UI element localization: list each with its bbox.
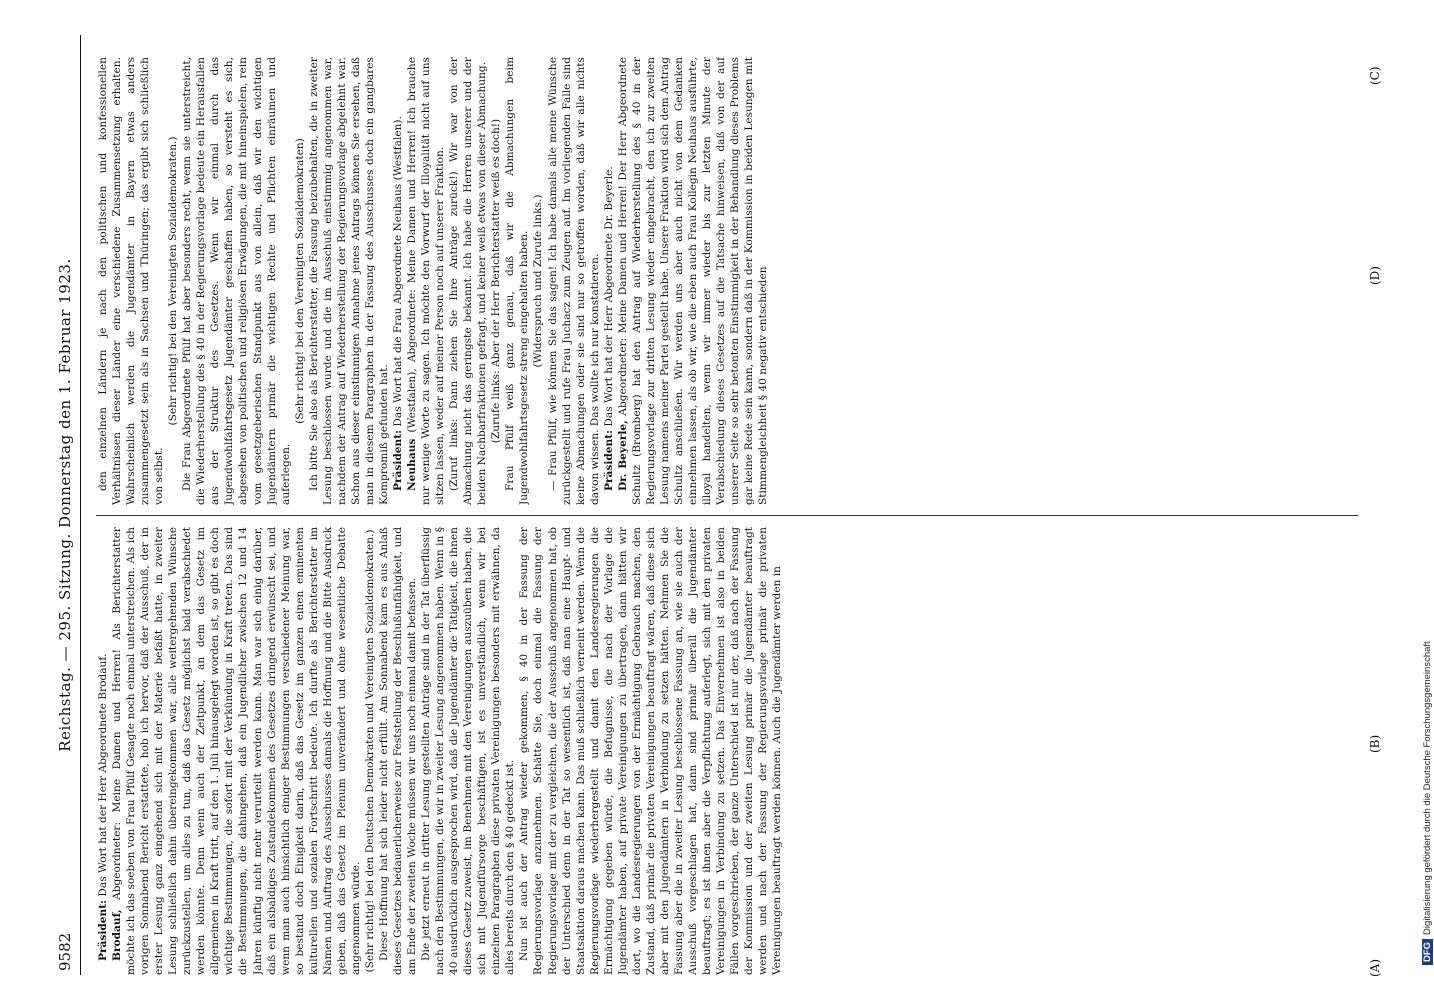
- margin-mark-c: (C): [1368, 66, 1382, 85]
- right-column: [96, 57, 1361, 505]
- paragraph-text: — Frau Pfülf, wie können Sie das sagen! Ich habe damals alle meine Wünsche zurückgestellt und rufe Frau Juchacz zum Zeugen auf. Im vorliegenden Falle sind keine Abmachungen oder sie sind nur so getroffen worden, daß wir alle nichts davon wissen. Das wollte ich nur konstatieren.: [546, 57, 601, 505]
- paragraph: [391, 57, 405, 505]
- speaker-label: Präsident:: [97, 899, 109, 961]
- speaker-label: Brodauf,: [111, 909, 124, 961]
- paragraph-text: den einzelnen Ländern je nach den politischen und konfessionellen Verhältnissen dieser Länder eine verschiedene Zusammensetzung erhalten. Wahrscheinlich werden die Jugendämter in Bayern etwas anders zusammengesetzt sein als in Sachsen und Thüringen; das ergibt sich schließlich von selbst.: [97, 57, 166, 505]
- paragraph-text: Diese Hoffnung hat sich leider nicht erfüllt. Am Sonnabend kam es aus Anlaß dieses Gesetzes bedauerlicherweise zur Feststellung der Beschlußunfähigkeit, und am Ende der zweiten Woche müssen wir uns noch einmal damit befassen.: [377, 527, 419, 975]
- paragraph: [363, 527, 377, 975]
- margin-mark-d: (D): [1368, 266, 1382, 285]
- rotated-page: [50, 35, 1382, 977]
- speaker-label: Präsident:: [602, 429, 615, 491]
- paragraph: [180, 57, 292, 505]
- paragraph-text: Frau Pfülf weiß ganz genau, daß wir die Abmachungen beim Jugendwohlfahrtsgesetz streng eingehalten haben.: [504, 57, 531, 505]
- paragraph-text: Die Frau Abgeordnete Pfülf hat aber besonders recht, wenn sie unterstreicht, die Wiederherstellung des § 40 in der Regierungsvorlage bedeute ein Herausfallen aus der Struktur des Gesetzes. Wenn wir einmal durch das Jugendwohlfahrtsgesetz Jugendämter geschaffen haben, so versteht es sich, abgesehen von politischen und religiösen Erwägungen, die mit hineinspielen, rein vom gesetzgeberischen Standpunkt aus von allein, daß wir den wichtigen Jugendämtern primär die wichtigen Rechte und Pflichten einräumen und auferlegen.: [181, 57, 292, 505]
- paragraph: [293, 57, 307, 505]
- paragraph: [616, 57, 771, 505]
- paragraph: [531, 57, 545, 505]
- paragraph-text: Ich bitte Sie also als Berichterstatter, die Fassung beizubehalten, die in zweiter Lesung beschlossen wurde und die im Ausschuß einstimmig angenommen war, nachdem der Antrag auf Wiederherstellung der Regierungsvorlage abgelehnt war. Schon aus dieser einstimmigen Annahme jenes Antrags können Sie ersehen, daß man in diesem Paragraphen in der Fassung des Ausschusses doch ein gangbares Kompromiß gefunden hat.: [307, 57, 390, 505]
- paragraph-text: Das Wort hat der Herr Abgeordnete Dr. Beyerle.: [602, 166, 615, 427]
- speaker-label: Dr. Beyerle,: [616, 420, 629, 491]
- running-head: [50, 35, 81, 975]
- paragraph: [546, 57, 602, 505]
- paragraph-text: (Westfalen), Abgeordnete: Meine Damen und Herren! Ich brauche nur wenige Worte zu sagen. Ich möchte den Vorwurf der Illoyalität nicht auf uns sitzen lassen, weder auf meiner Person noch auf unserer Fraktion.: [406, 57, 447, 505]
- paragraph-text: Das Wort hat der Herr Abgeordnete Brodauf.: [97, 653, 109, 897]
- paragraph: [96, 57, 166, 505]
- paragraph-text: (Zuruf links: Dann ziehen Sie Ihre Anträge zurück!) Wir war von der Abmachung nicht das geringste bekannt. Ich habe die Herren unserer und der beiden Nachbarfraktionen gefragt, und keiner weiß etwas von dieser Abmachung.: [448, 57, 489, 505]
- paragraph: [377, 527, 419, 975]
- paragraph-text: (Zurufe links: Aber der Herr Berichterstatter weiß es doch!): [490, 118, 503, 444]
- paragraph: [166, 57, 180, 505]
- margin-mark-b: (B): [1368, 734, 1382, 753]
- credit-text: Digitalisierung gefördert durch die Deutsche Forschungsgemeinschaft: [1422, 641, 1433, 935]
- paragraph: [110, 527, 363, 975]
- paragraph-text: (Sehr richtig! bei den Deutschen Demokraten und Vereinigten Sozialdemokraten.): [363, 529, 376, 973]
- paragraph-text: (Sehr richtig! bei den Vereinigten Sozialdemokraten.): [167, 136, 180, 426]
- left-column: [96, 527, 1361, 975]
- speaker-label: Präsident:: [391, 429, 404, 491]
- paragraph: [307, 57, 391, 505]
- paragraph: [602, 57, 616, 505]
- paragraph: [96, 527, 110, 975]
- digitization-credit: [1421, 5, 1434, 965]
- paragraph-text: Die jetzt erneut in dritter Lesung gestellten Anträge sind in der Tat überflüssig nach den Bestimmungen, die wir in zweiter Lesung angenommen haben. Wenn in § 40 ausdrücklich ausgesprochen wird, daß die Jugendämter die Tätigkeit, die ihnen dieses Gesetz zuweist, im Benehmen mit den Vereinigungen auszuüben haben, die sich mit Jugendfürsorge beschäftigen, ist es unverständlich, wenn wir bei einzelnen Paragraphen diese privaten Vereinigungen besonders mit erwähnen, da alles bereits durch den § 40 gedeckt ist.: [420, 527, 517, 975]
- dfg-logo: DFG: [1422, 939, 1433, 965]
- paragraph: [517, 527, 784, 975]
- paragraph: [447, 57, 489, 505]
- paragraph: [503, 57, 531, 505]
- column-divider: [96, 515, 1358, 516]
- page-number: 9582: [56, 932, 74, 971]
- paragraph-text: Abgeordneter: Meine Damen und Herren! Der Herr Abgeordnete Schultz (Bromberg) hat den Antrag auf Wiederherstellung des § 40 in der Regierungsvorlage zur dritten Lesung wieder eingebracht, den ich zur zweiten Lesung namens meiner Partei gestellt habe. Unsere Fraktion wird sich dem Antrag Schultz anschließen. Wir werden uns aber auch nicht von dem Gedanken einnehmen lassen, als ob wir, wie die eben auch Frau Kollegin Neuhaus ausführte, illoyal handelten, wenn wir immer wieder bis zur letzten Minute der Verabschiedung dieses Gesetzes auf die Tatsache hinweisen, daß von der auf unserer Seite so sehr betonten Einstimmigkeit in der Behandlung dieses Problems gar keine Rede sein kann, sondern daß in der Kommission in beiden Lesungen mit Stimmengleichheit § 40 negativ entschieden: [616, 57, 770, 505]
- margin-mark-a: (A): [1368, 958, 1382, 977]
- paragraph-text: (Sehr richtig! bei den Vereinigten Sozialdemokraten): [293, 138, 306, 424]
- paragraph-text: Das Wort hat die Frau Abgeordnete Neuhaus (Westfalen).: [391, 116, 404, 427]
- paragraph-text: Abgeordneter: Meine Damen und Herren! Als Berichterstatter möchte ich das soeben von Frau Pfülf Gesagte noch einmal unterstreichen. Als ich vorigen Sonnabend Bericht erstattete, hob ich hervor, daß der Ausschuß, der in erster Lesung ganz eingehend sich mit der Materie befaßt hatte, in zweiter Lesung schließlich dahin übereingekommen war, alle weitergehenden Wünsche zurückzustellen, um alles zu tun, daß das Gesetz möglichst bald verabschiedet werden könnte. Denn wenn auch der Zeitpunkt, an dem das Gesetz im allgemeinen in Kraft tritt, auf den 1. Juli hinausgelegt worden ist, so gibt es doch wichtige Bestimmungen, die sofort mit der Verkündung in Kraft treten. Das sind die Bestimmungen, die dahingehen, daß ein Jugendlicher zwischen 12 und 14 Jahren künftig nicht mehr verurteilt werden kann. Man war sich einig darüber, daß ein alsbaldiges Zustandekommen des Gesetzes dringend erwünscht sei, und wenn man auch hinsichtlich einiger Bestimmungen verschiedener Meinung war, so bestand doch Einigkeit darin, daß das Gesetz im ganzen einen eminenten kulturellen und sozialen Fortschritt bedeute. Ich durfte als Berichterstatter im Namen und Auftrag des Ausschusses damals die Hoffnung und die Bitte Ausdruck geben, daß das Gesetz im Plenum unverändert und ohne wesentliche Debatte angenommen würde.: [111, 527, 362, 975]
- speaker-label: Neuhaus: [406, 438, 419, 491]
- page-title: Reichstag. — 295. Sitzung. Donnerstag den 1. Februar 1923.: [56, 258, 74, 752]
- paragraph: [419, 527, 517, 975]
- paragraph-text: Nun ist auch der Antrag wieder gekommen, § 40 in der Fassung der Regierungsvorlage anzunehmen. Schätte Sie, doch einmal die Fassung der Regierungsvorlage mit der zu vergleichen, die der Ausschuß angenommen hat, ob der Unterschied denn in der Tat so wesentlich ist, daß man eine Haupt- und Staatsaktion daraus machen kann. Das muß schließlich verneint werden. Wenn die Regierungsvorlage wiederhergestellt und damit den Landesregierungen die Ermächtigung gegeben würde, die Befugnisse, die nach der Vorlage die Jugendämter haben, auf private Vereinigungen zu übertragen, dann hätten wir dort, wo die Landesregierungen von der Ermächtigung Gebrauch machen, den Zustand, daß primär die privaten Vereinigungen beauftragt wären, daß diese sich aber mit den Jugendämtern in Verbindung zu setzen hätten. Nehmen Sie die Fassung aber die in zweiter Lesung beschlossene Fassung an, wie sie auch der Ausschuß vorgeschlagen hat, dann sind primär überall die Jugendämter beauftragt; es ist ihnen aber die Verpflichtung auferlegt, sich mit den privaten Vereinigungen in Verbindung zu setzen. Das Einvernehmen ist also in beiden Fällen vorgeschrieben, der ganze Unterschied ist nur der, daß nach der Fassung der Kommission und der zweiten Lesung primär die Jugendämter beauftragt werden und nach der Fassung der Regierungsvorlage primär die privaten Vereinigungen beauftragt werden können. Auch die Jugendämter werden in: [518, 527, 784, 975]
- paragraph: [405, 57, 447, 505]
- paragraph: [489, 57, 503, 505]
- paragraph-text: (Widerspruch und Zurufe links.): [532, 194, 545, 368]
